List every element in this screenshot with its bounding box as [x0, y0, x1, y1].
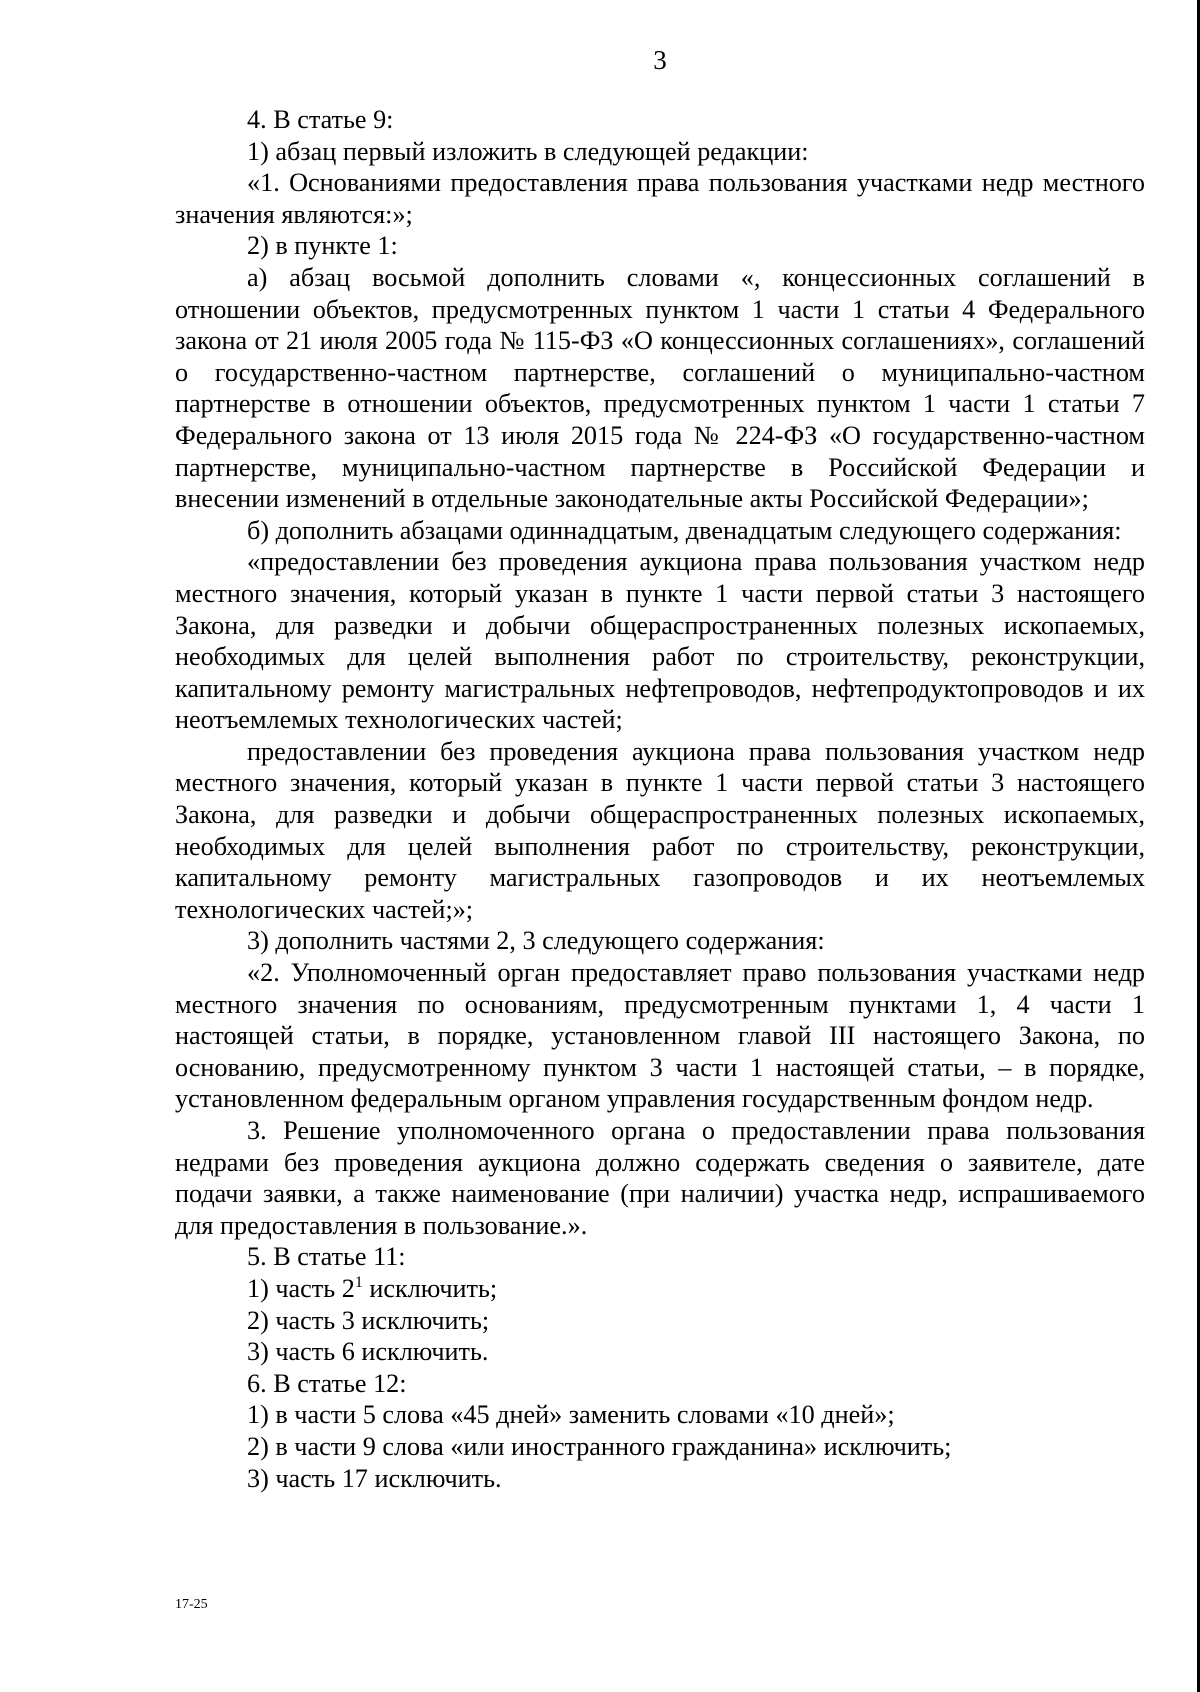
- exclude-part-2-1-suffix: исключить;: [362, 1273, 498, 1303]
- paragraph-part-17-exclude: 3) часть 17 исключить.: [247, 1463, 502, 1493]
- paragraph-part-2: «2. Уполномоченный орган предоставляет право пользования участками недр местного значения по основаниям, предусмотренным пунктами 1, 4 части 1 настоящей статьи, в порядке, установленном главой III настоящего Закона, по основанию, предусмотренному пунктом 3 части 1 настоящей статьи, – в порядке, установленном федеральным органом управления государственным фондом недр.: [175, 958, 1145, 1114]
- paragraph-part-3: 3. Решение уполномоченного органа о предоставлении права пользования недрами без проведения аукциона должно содержать сведения о заявителе, дате подачи заявки, а также наименование (при наличии) участка недр, испрашиваемого для предоставления в пользование.».: [175, 1116, 1145, 1240]
- document-body: [175, 104, 1145, 1494]
- paragraph-gas-pipelines: предоставлении без проведения аукциона права пользования участком недр местного значения, который указан в пункте 1 части первой статьи 3 настоящего Закона, для разведки и добычи общераспространенных полезных ископаемых, необходимых для целей выполнения работ по строительству, реконструкции, капитальному ремонту магистральных газопроводов и их неотъемлемых технологических частей;»;: [175, 736, 1145, 924]
- paragraph-article-11-heading: 5. В статье 11:: [247, 1242, 406, 1272]
- paragraph-item-3: 3) дополнить частями 2, 3 следующего содержания:: [247, 926, 825, 956]
- paragraph-exclude-part-3: 2) часть 3 исключить;: [247, 1305, 490, 1335]
- exclude-part-2-1-prefix: 1) часть 2: [247, 1273, 355, 1303]
- paragraph-subitem-a: а) абзац восьмой дополнить словами «, концессионных соглашений в отношении объектов, предусмотренных пунктом 1 части 1 статьи 4 Федерального закона от 21 июля 2005 года № 115-ФЗ «О концессионных соглашениях», соглашений о государственно-частном партнерстве, соглашений о муниципально-частном партнерстве в отношении объектов, предусмотренных пунктом 1 части 1 статьи 7 Федерального закона от 13 июля 2015 года № 224-ФЗ «О государственно-частном партнерстве, муниципально-частном партнерстве в Российской Федерации и внесении изменений в отдельные законодательные акты Российской Федерации»;: [175, 262, 1145, 514]
- paragraph-item-2: 2) в пункте 1:: [247, 231, 398, 261]
- paragraph-item-1: 1) абзац первый изложить в следующей редакции:: [247, 136, 809, 166]
- paragraph-quote-oil-pipelines: «предоставлении без проведения аукциона права пользования участком недр местного значения, который указан в пункте 1 части первой статьи 3 настоящего Закона, для разведки и добычи общераспространенных полезных ископаемых, необходимых для целей выполнения работ по строительству, реконструкции, капитальному ремонту магистральных нефтепроводов, нефтепродуктопроводов и их неотъемлемых технологических частей;: [175, 547, 1145, 735]
- paragraph-part-5-replace: 1) в части 5 слова «45 дней» заменить словами «10 дней»;: [247, 1400, 895, 1430]
- superscript-index: 1: [354, 1273, 363, 1291]
- paragraph-article-12-heading: 6. В статье 12:: [247, 1368, 407, 1398]
- page-number: 3: [653, 45, 667, 75]
- paragraph-part-9-exclude: 2) в части 9 слова «или иностранного гражданина» исключить;: [247, 1431, 952, 1461]
- paragraph-article-9-heading: 4. В статье 9:: [247, 105, 394, 134]
- paragraph-exclude-part-6: 3) часть 6 исключить.: [247, 1337, 489, 1367]
- paragraph-quote-part-1: «1. Основаниями предоставления права пользования участками недр местного значения являются:»;: [175, 168, 1145, 229]
- paragraph-exclude-part-2-1: [175, 1273, 1145, 1305]
- footer-document-code: 17-25: [175, 1597, 208, 1612]
- paragraph-subitem-b: б) дополнить абзацами одиннадцатым, двенадцатым следующего содержания:: [247, 515, 1122, 545]
